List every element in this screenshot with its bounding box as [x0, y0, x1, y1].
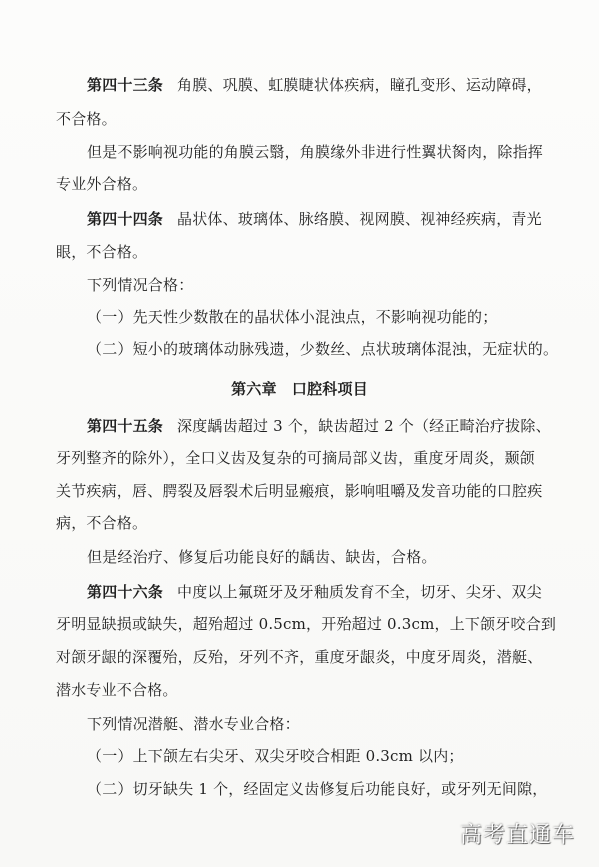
article-43-text-a: 角膜、巩膜、虹膜睫状体疾病，瞳孔变形、运动障碍， — [177, 76, 542, 94]
article-46-item-1: （一）上下颌左右尖牙、双尖牙咬合相距 0.3cm 以内； — [87, 747, 464, 765]
article-44-line-2: 眼，不合格。 — [56, 243, 148, 261]
article-44-qualification-heading: 下列情况合格： — [87, 276, 194, 294]
article-46-text-a: 中度以上氟斑牙及牙釉质发育不全，切牙、尖牙、双尖 — [177, 583, 542, 601]
article-46-line-2: 牙明显缺损或缺失，超殆超过 0.5cm，开殆超过 0.3cm，上下颌牙咬合到 — [56, 615, 557, 633]
article-46-line-1 — [87, 581, 542, 603]
chapter-six-title: 第六章 口腔科项目 — [231, 380, 368, 398]
article-44-item-1: （一）先天性少数散在的晶状体小混浊点，不影响视功能的； — [87, 308, 498, 326]
article-43-line-1 — [87, 74, 542, 96]
article-46-line-4: 潜水专业不合格。 — [56, 681, 178, 699]
article-44-text-a: 晶状体、玻璃体、脉络膜、视网膜、视神经疾病，青光 — [177, 210, 542, 228]
article-45-title: 第四十五条 — [87, 417, 164, 435]
watermark-logo-text: 高考直通车 — [459, 823, 575, 848]
article-45-line-2: 牙列整齐的除外），全口义齿及复杂的可摘局部义齿，重度牙周炎，颞颌 — [56, 449, 535, 467]
article-43-exception-line-1: 但是不影响视功能的角膜云翳，角膜缘外非进行性翼状胬肉，除指挥 — [87, 143, 544, 161]
article-45-line-4: 病，不合格。 — [56, 514, 148, 532]
article-44-title: 第四十四条 — [87, 210, 164, 228]
article-45-line-1 — [87, 415, 551, 437]
article-44-line-1 — [87, 208, 542, 230]
article-46-line-3: 对颌牙龈的深覆殆，反殆，牙列不齐，重度牙龈炎，中度牙周炎，潜艇、 — [56, 648, 543, 666]
article-46-title: 第四十六条 — [87, 583, 164, 601]
article-43-exception-line-2: 专业外合格。 — [56, 175, 148, 193]
article-45-text-a: 深度龋齿超过 3 个，缺齿超过 2 个（经正畸治疗拔除、 — [177, 417, 551, 435]
article-43-title: 第四十三条 — [87, 76, 164, 94]
article-46-item-2: （二）切牙缺失 1 个，经固定义齿修复后功能良好，或牙列无间隙， — [87, 780, 548, 798]
article-44-item-2: （二）短小的玻璃体动脉残遗，少数丝、点状玻璃体混浊，无症状的。 — [87, 340, 559, 358]
article-45-exception: 但是经治疗、修复后功能良好的龋齿、缺齿，合格。 — [87, 548, 437, 566]
article-45-line-3: 关节疾病，唇、腭裂及唇裂术后明显瘢痕，影响咀嚼及发音功能的口腔疾 — [56, 482, 543, 500]
article-46-qualification-heading: 下列情况潜艇、潜水专业合格： — [87, 715, 300, 733]
article-43-line-2: 不合格。 — [56, 110, 117, 128]
